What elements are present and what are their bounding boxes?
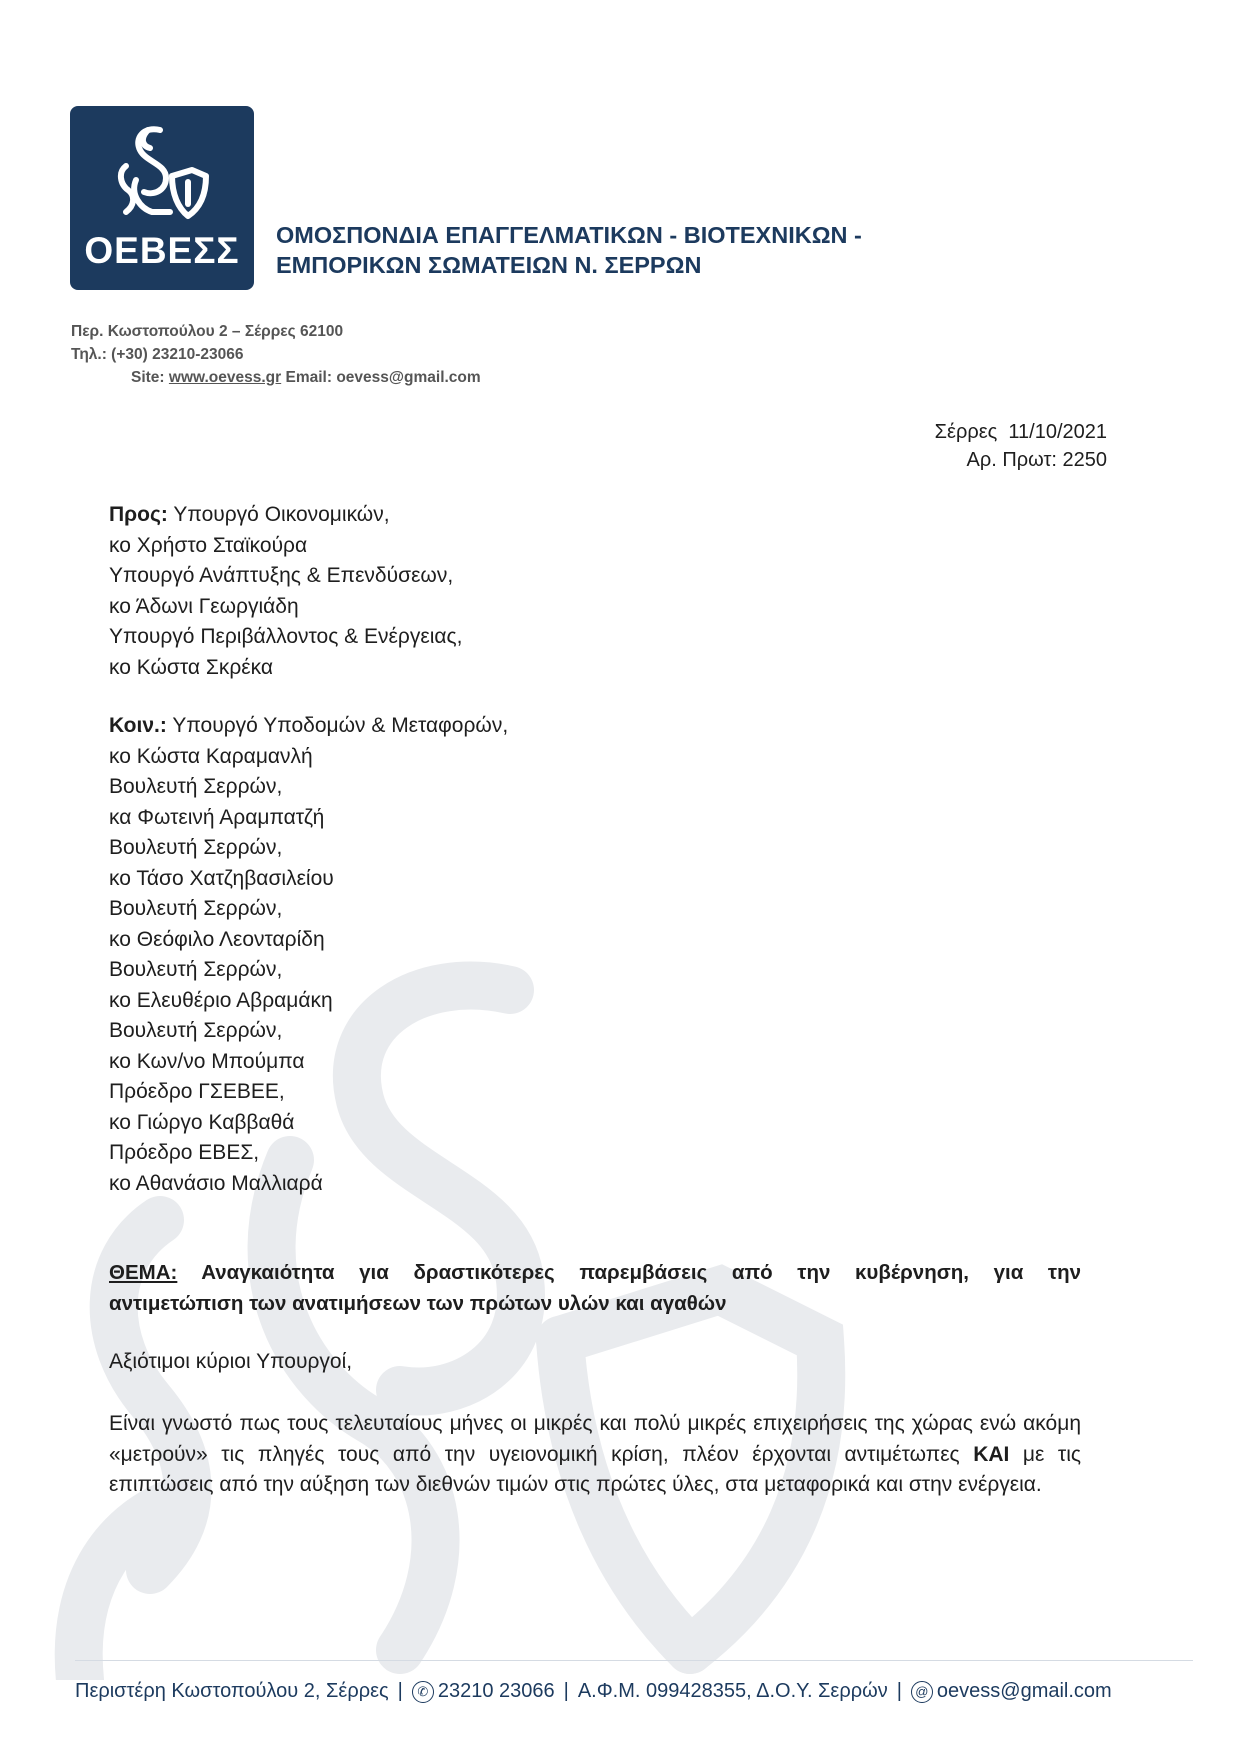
organization-name-line-2: ΕΜΠΟΡΙΚΩΝ ΣΩΜΑΤΕΙΩΝ Ν. ΣΕΡΡΩΝ	[276, 252, 702, 278]
footer-phone: 23210 23066	[437, 1680, 555, 1702]
body-paragraph: Είναι γνωστό πως τους τελευταίους μήνες οι μικρές και πολύ μικρές επιχειρήσεις της χώρας ενώ ακόμη «μετρούν» τις πληγές τους από την υγειονομική κρίση, πλέον έρχονται αντιμέτωπες ΚΑΙ με τις επιπτώσεις από την αύξηση των διεθνών τιμών στις πρώτες ύλες, στα μεταφορικά και στην ενέργεια.	[109, 1412, 1082, 1496]
greeting: Αξιότιμοι κύριοι Υπουργοί,	[109, 1350, 353, 1373]
site-link[interactable]: www.oevess.gr	[168, 369, 282, 386]
addressee-line: κο Άδωνι Γεωργιάδη	[109, 594, 299, 618]
footer-separator: |	[397, 1680, 403, 1702]
cc-line: κο Κων/νο Μπούμπα	[109, 1049, 305, 1073]
site-label: Site:	[131, 369, 165, 386]
subject-label: ΘΕΜΑ:	[109, 1261, 178, 1284]
contact-site-line	[71, 366, 481, 389]
contact-address: Περ. Κωστοπούλου 2 – Σέρρες 62100	[71, 323, 344, 340]
addressee-line: κο Κώστα Σκρέκα	[109, 655, 274, 679]
cc-line: κο Κώστα Καραμανλή	[109, 744, 313, 768]
contact-details	[71, 320, 481, 389]
organization-name-line-1: ΟΜΟΣΠΟΝΔΙΑ ΕΠΑΓΓΕΛΜΑΤΙΚΩΝ - ΒΙΟΤΕΧΝΙΚΩΝ -	[276, 222, 862, 248]
date-line: Σέρρες 11/10/2021	[934, 421, 1107, 443]
contact-phone: Τηλ.: (+30) 23210-23066	[71, 346, 244, 363]
cc-line: κο Θεόφιλο Λεονταρίδη	[109, 927, 325, 951]
cc-line: Κοιν.: Υπουργό Υποδομών & Μεταφορών,	[109, 714, 509, 737]
cc-line: Πρόεδρο ΕΒΕΣ,	[109, 1141, 260, 1164]
footer-divider	[75, 1660, 1193, 1661]
subject	[109, 1257, 1081, 1319]
organization-name	[276, 220, 862, 280]
footer-email: oevess@gmail.com	[936, 1680, 1112, 1702]
organization-logo	[70, 106, 254, 290]
cc-label: Κοιν.:	[109, 714, 167, 737]
footer	[75, 1680, 1195, 1703]
addressees	[109, 500, 462, 683]
footer-separator: |	[896, 1680, 902, 1702]
cc-line: κο Αθανάσιο Μαλλιαρά	[109, 1171, 323, 1195]
subject-line-2: αντιμετώπιση των ανατιμήσεων των πρώτων υλών και αγαθών	[109, 1292, 727, 1315]
subject-line-1: ΘΕΜΑ: Αναγκαιότητα για δραστικότερες παρεμβάσεις από την κυβέρνηση, για την	[109, 1261, 1082, 1284]
lion-shield-icon	[100, 120, 224, 230]
cc-line: κο Τάσο Χατζηβασιλείου	[109, 866, 334, 890]
phone-icon: ✆	[412, 1681, 434, 1703]
to-label: Προς:	[109, 503, 168, 526]
body-emphasis: ΚΑΙ	[973, 1442, 1010, 1466]
footer-address: Περιστέρη Κωστοπούλου 2, Σέρρες	[75, 1680, 389, 1702]
footer-tax-info: Α.Φ.Μ. 099428355, Δ.Ο.Υ. Σερρών	[577, 1680, 888, 1702]
email-label: Email:	[285, 369, 333, 386]
cc-line: Βουλευτή Σερρών,	[109, 958, 283, 981]
cc-line: Βουλευτή Σερρών,	[109, 775, 283, 798]
cc-line: Πρόεδρο ΓΣΕΒΕΕ,	[109, 1080, 285, 1103]
contact-email: oevess@gmail.com	[336, 369, 481, 386]
protocol-number: Αρ. Πρωτ: 2250	[966, 449, 1107, 471]
at-sign-icon: @	[911, 1681, 933, 1703]
cc-line: Βουλευτή Σερρών,	[109, 1019, 283, 1042]
cc-line: κα Φωτεινή Αραμπατζή	[109, 805, 325, 829]
cc-line: Βουλευτή Σερρών,	[109, 836, 283, 859]
logo-wordmark: ΟΕΒΕΣΣ	[84, 230, 240, 271]
addressee-line: Υπουργό Περιβάλλοντος & Ενέργειας,	[109, 625, 463, 648]
addressee-line: κο Χρήστο Σταϊκούρα	[109, 533, 308, 557]
cc-line: κο Γιώργο Καββαθά	[109, 1110, 295, 1134]
cc-line: Βουλευτή Σερρών,	[109, 897, 283, 920]
addressee-line: Υπουργό Ανάπτυξης & Επενδύσεων,	[109, 564, 454, 587]
addressee-line: Προς: Υπουργό Οικονομικών,	[109, 503, 390, 526]
cc-line: κο Ελευθέριο Αβραμάκη	[109, 988, 333, 1012]
date-block	[935, 418, 1107, 474]
cc-recipients	[109, 711, 508, 1199]
footer-separator: |	[563, 1680, 569, 1702]
